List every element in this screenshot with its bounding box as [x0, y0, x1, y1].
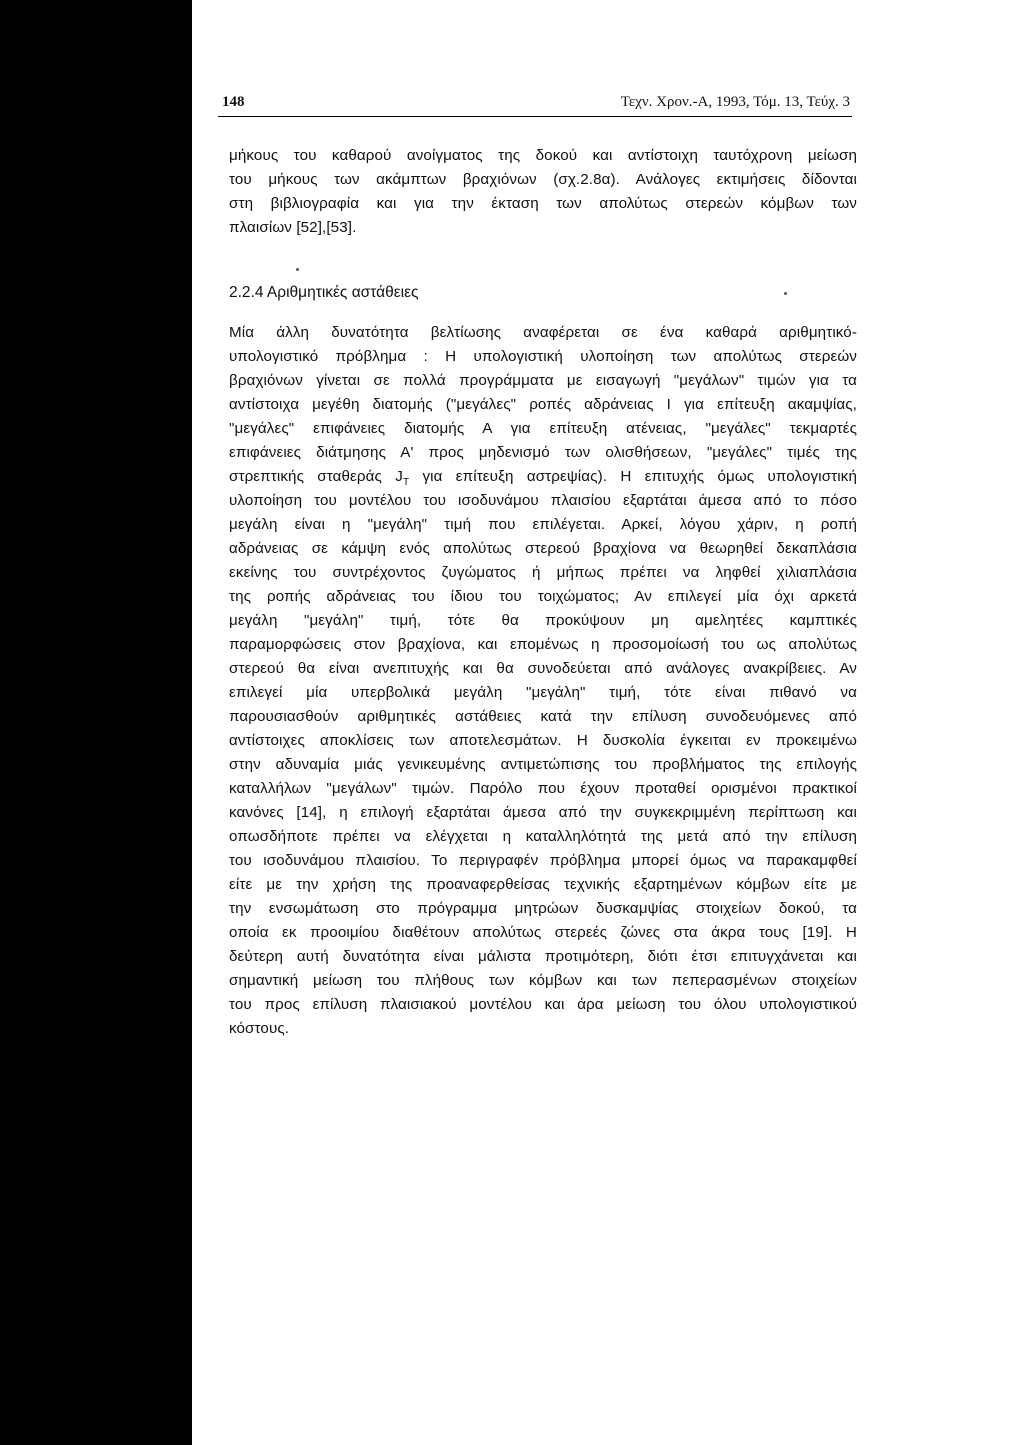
text-line: αντίστοιχα μεγέθη διατομής ("μεγάλες" ροπές αδράνειας I για επίτευξη ακαμψίας,: [229, 396, 857, 413]
text-line: του προς επίλυση πλαισιακού μοντέλου και άρα μείωση του όλου υπολογιστικού: [229, 996, 857, 1013]
text-line: αντίστοιχες αποκλίσεις των αποτελεσμάτων. Η δυσκολία έγκειται εν προκειμένω: [229, 732, 857, 749]
text-line: την ενσωμάτωση στο πρόγραμμα μητρώων δυσκαμψίας στοιχείων δοκού, τα: [229, 900, 857, 917]
text-line: μεγάλη είναι η "μεγάλη" τιμή που επιλέγεται. Αρκεί, λόγου χάριν, η ροπή: [229, 516, 857, 533]
text-line: στη βιβλιογραφία και για την έκταση των απολύτως στερεών κόμβων των: [229, 195, 857, 212]
text-line: κόστους.: [229, 1020, 290, 1037]
text-line: πλαισίων [52],[53].: [229, 219, 357, 236]
scan-speck: [296, 268, 299, 271]
page-number: 148: [222, 94, 245, 110]
text-line: είτε με την χρήση της προαναφερθείσας τεχνικής εξαρτημένων κόμβων είτε με: [229, 876, 857, 893]
text-line: "μεγάλες" επιφάνειες διατομής Α για επίτευξη ατένειας, "μεγάλες" τεκμαρτές: [229, 420, 857, 437]
text-line: μεγάλη "μεγάλη" τιμή, τότε θα προκύψουν μη αμελητέες καμπτικές: [229, 612, 857, 629]
text-line: μήκους του καθαρού ανοίγματος της δοκού και αντίστοιχη ταυτόχρονη μείωση: [229, 147, 857, 164]
text-line: οποία εκ προοιμίου διαθέτουν απολύτως στερεές ζώνες στα άκρα τους [19]. Η: [229, 924, 857, 941]
journal-reference: Τεχν. Χρον.-Α, 1993, Τόμ. 13, Τεύχ. 3: [620, 94, 850, 110]
text-line: δεύτερη αυτή δυνατότητα είναι μάλιστα προτιμότερη, διότι έτσι επιτυγχάνεται και: [229, 948, 857, 965]
text-line: επιφάνειες διάτμησης Α' προς μηδενισμό των ολισθήσεων, "μεγάλες" τιμές της: [229, 444, 857, 461]
intro-paragraph: [229, 144, 857, 240]
text-line: Μία άλλη δυνατότητα βελτίωσης αναφέρεται σε ένα καθαρά αριθμητικό-: [229, 324, 857, 341]
section-heading: 2.2.4 Αριθμητικές αστάθειες: [229, 284, 419, 301]
text-line: σημαντική μείωση του πλήθους των κόμβων και των πεπερασμένων στοιχείων: [229, 972, 857, 989]
text-line: της ροπής αδράνειας του ίδιου του τοιχώματος; Αν επιλεγεί μία όχι αρκετά: [229, 588, 857, 605]
text-line: βραχιόνων γίνεται σε πολλά προγράμματα με εισαγωγή "μεγάλων" τιμών για τα: [229, 372, 857, 389]
text-line: αδράνειας σε κάμψη ενός απολύτως στερεού βραχίονα να θεωρηθεί δεκαπλάσια: [229, 540, 857, 557]
text-line: του μήκους των ακάμπτων βραχιόνων (σχ.2.8α). Ανάλογες εκτιμήσεις δίδονται: [229, 171, 857, 188]
text-line: εκείνης του συντρέχοντος ζυγώματος ή μήπως πρέπει να ληφθεί χιλιαπλάσια: [229, 564, 857, 581]
text-line: καταλλήλων "μεγάλων" τιμών. Παρόλο που έχουν προταθεί ορισμένοι πρακτικοί: [229, 780, 857, 797]
text-line: υπολογιστικό πρόβλημα : Η υπολογιστική υλοποίηση των απολύτως στερεών: [229, 348, 857, 365]
running-header: [218, 92, 852, 117]
text-line: στρεπτικής σταθεράς $J_T$ για επίτευξη αστρεψίας). Η επιτυχής όμως υπολογιστική: [229, 468, 857, 489]
text-line: κανόνες [14], η επιλογή εξαρτάται άμεσα από την συγκεκριμμένη περίπτωση και: [229, 804, 857, 821]
text-line: οπωσδήποτε πρέπει να ελέγχεται η καταλληλότητά της μετά από την επίλυση: [229, 828, 857, 845]
text-line: στερεού θα είναι ανεπιτυχής και θα συνοδεύεται από ανάλογες ανακρίβειες. Αν: [229, 660, 857, 677]
body-paragraph: [229, 321, 857, 1041]
text-line: παραμορφώσεις στον βραχίονα, και επομένως η προσομοίωσή του ως απολύτως: [229, 636, 857, 653]
text-line: υλοποίηση του μοντέλου του ισοδυνάμου πλαισίου εξαρτάται άμεσα από το πόσο: [229, 492, 857, 509]
text-line: του ισοδυνάμου πλαισίου. Το περιγραφέν πρόβλημα μπορεί όμως να παρακαμφθεί: [229, 852, 857, 869]
text-line: παρουσιασθούν αριθμητικές αστάθειες κατά την επίλυση συνοδευόμενες από: [229, 708, 857, 725]
scan-speck: [784, 292, 787, 295]
text-line: επιλεγεί μία υπερβολικά μεγάλη "μεγάλη" τιμή, τότε είναι πιθανό να: [229, 684, 857, 701]
text-line: στην αδυναμία μιάς γενικευμένης αντιμετώπισης του προβλήματος της επιλογής: [229, 756, 857, 773]
